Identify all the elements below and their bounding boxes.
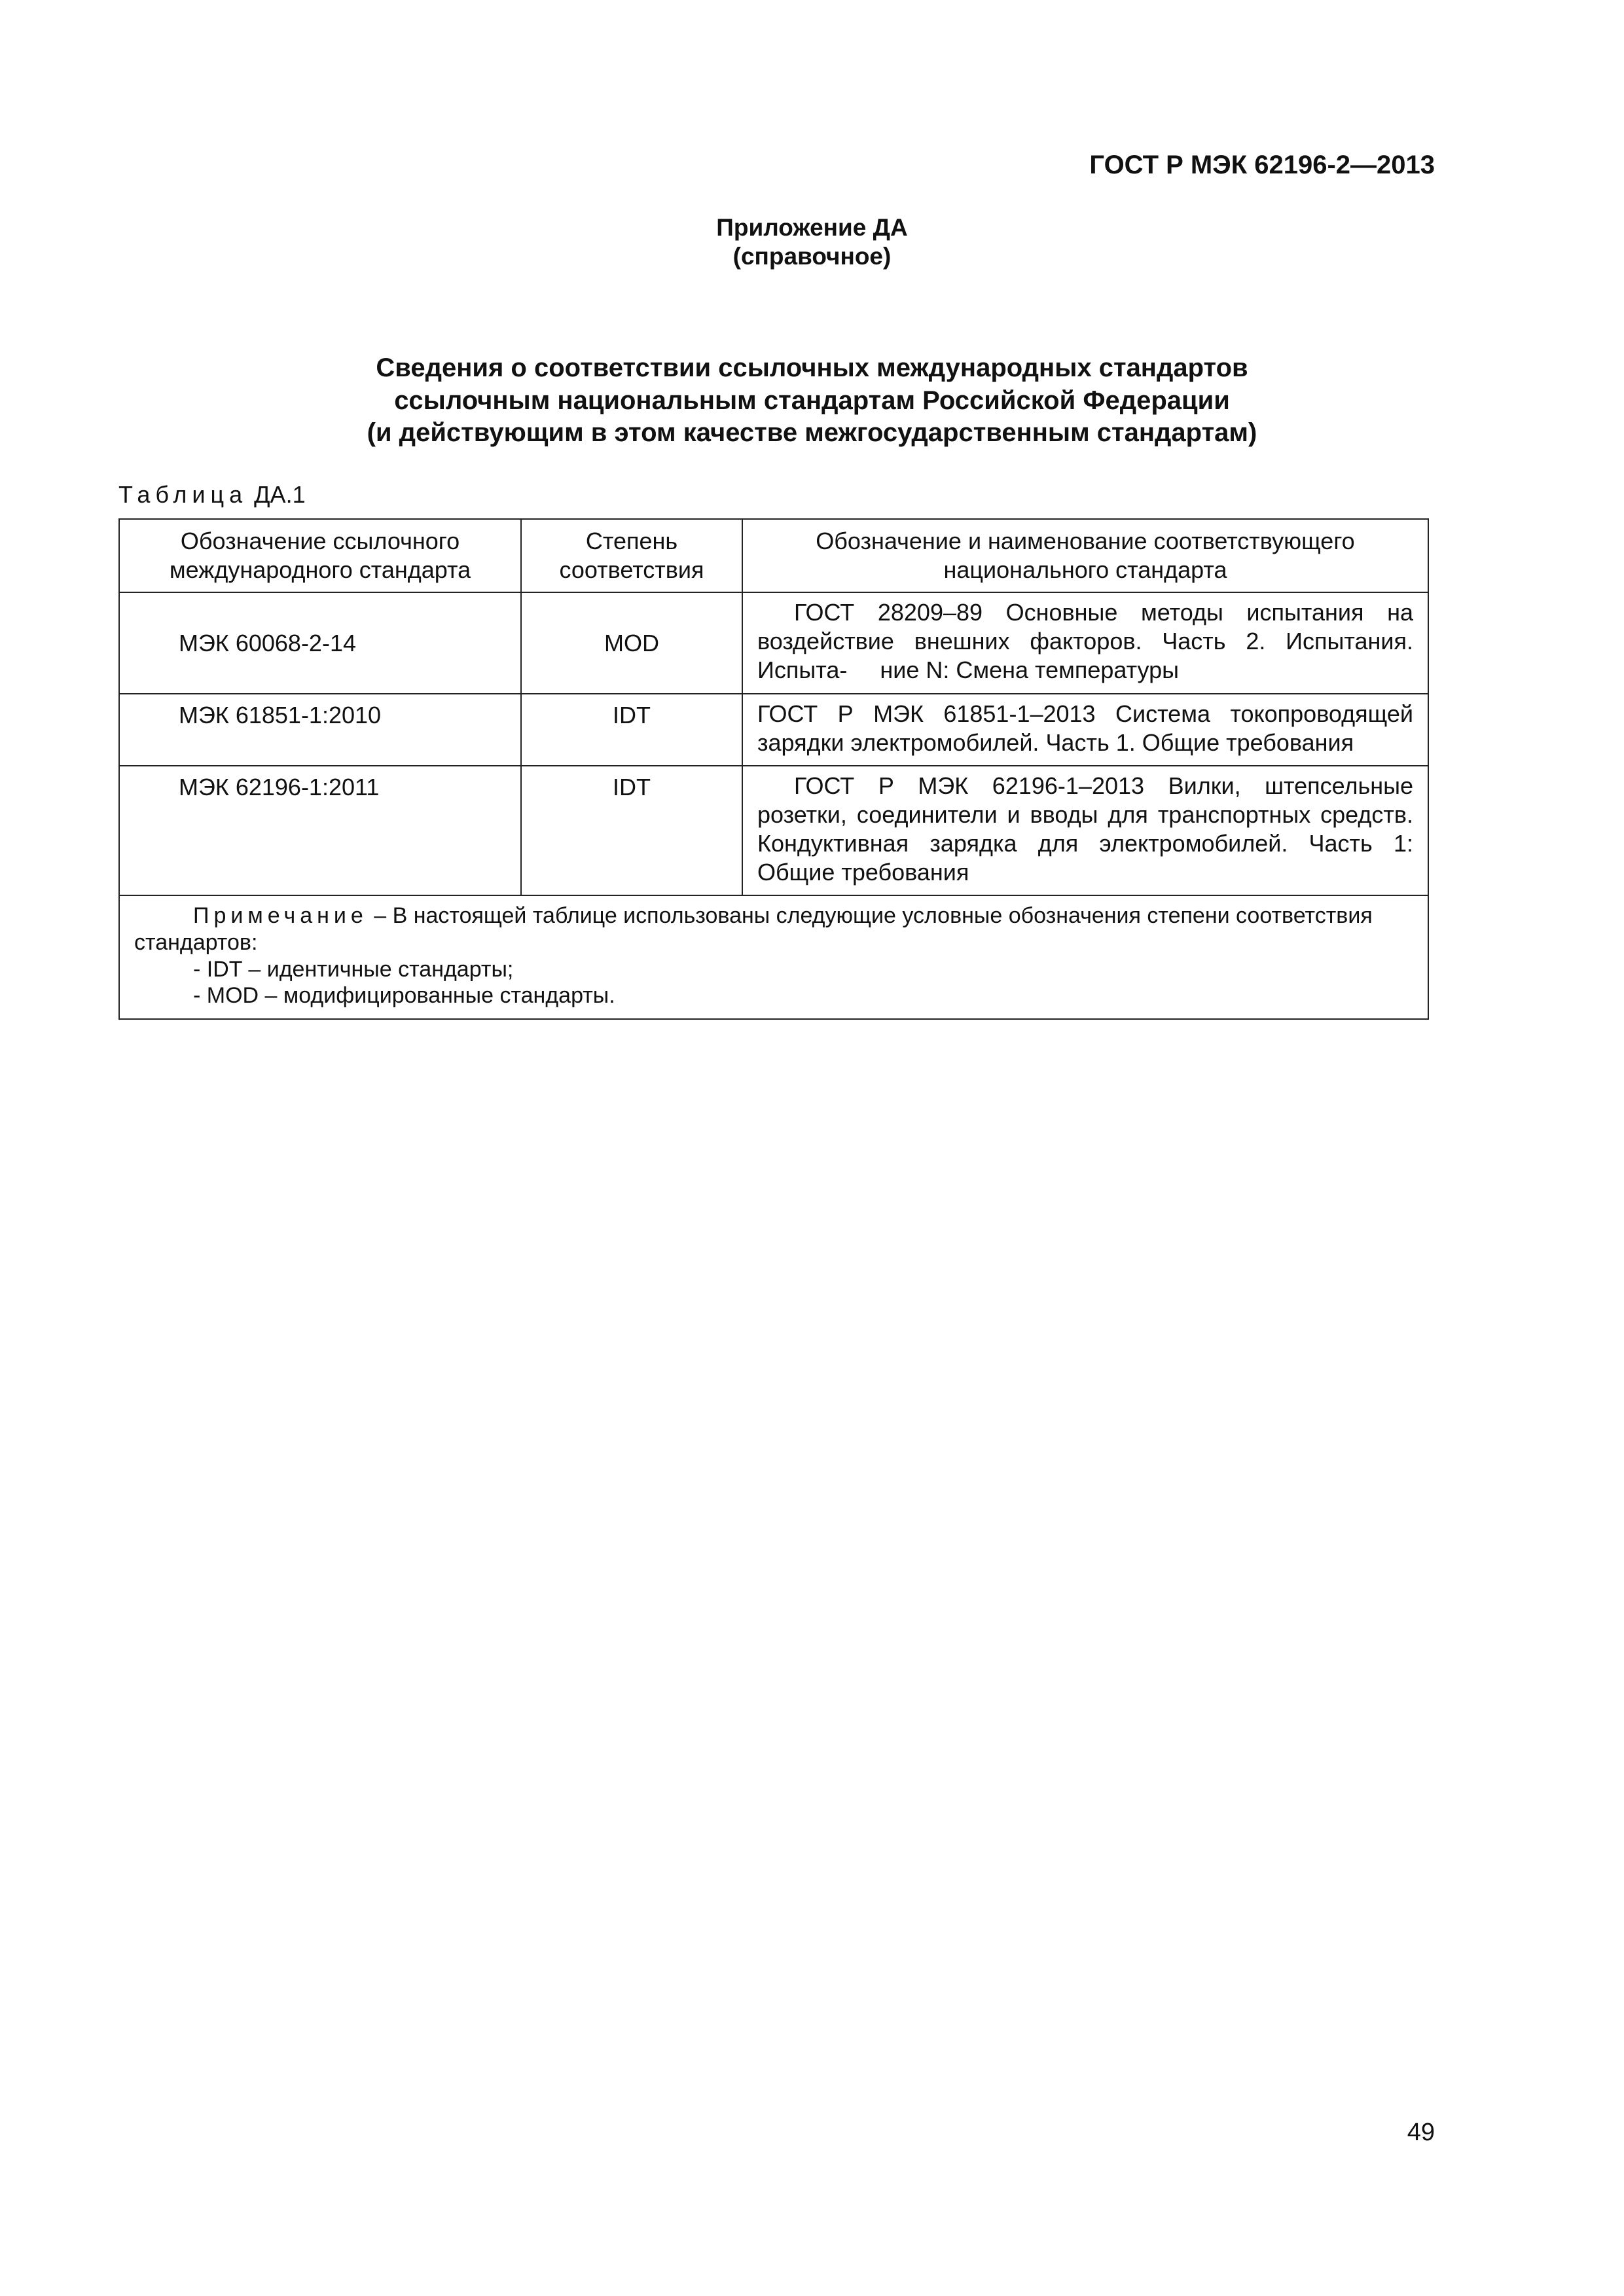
note-item-mod: - MOD – модифицированные стандарты. (193, 983, 615, 1009)
cell-national-standard: ГОСТ Р МЭК 61851-1–2013 Система токопроводящей зарядки электромобилей. Часть 1. Общие требования (742, 694, 1428, 766)
correspondence-table (118, 518, 1429, 1020)
header-degree (521, 519, 742, 592)
table-caption-id: ДА.1 (254, 481, 306, 508)
section-title-line-1: Сведения о соответствии ссылочных международных стандартов (376, 353, 1248, 382)
header-national-line-1: Обозначение и наименование соответствующего (816, 528, 1355, 555)
table-header-row (119, 519, 1428, 592)
table-row (119, 766, 1428, 895)
note-text: – В настоящей таблице использованы следующие условные обозначения степени соответствия стандартов: (134, 903, 1373, 955)
table-row (119, 592, 1428, 694)
cell-degree: IDT (521, 694, 742, 766)
note-item-idt: - IDT – идентичные стандарты; (193, 956, 514, 982)
header-degree-line-2: соответствия (559, 556, 704, 583)
table-note (119, 895, 1428, 1019)
annex-heading (0, 213, 1624, 272)
cell-degree: MOD (521, 592, 742, 694)
annex-kind: (справочное) (732, 243, 892, 270)
header-national-line-2: национального стандарта (943, 556, 1227, 583)
cell-degree: IDT (521, 766, 742, 895)
table-caption-word: Таблица (118, 481, 248, 508)
annex-title: Приложение ДА (716, 214, 908, 241)
cell-international-standard: МЭК 60068-2-14 (119, 592, 521, 694)
cell-national-standard: ГОСТ 28209–89 Основные методы испытания на воздействие внешних факторов. Часть 2. Испытания. Испыта- ние N: Смена температуры (742, 592, 1428, 694)
header-national-standard (742, 519, 1428, 592)
table-row (119, 694, 1428, 766)
page-number: 49 (1407, 2119, 1435, 2146)
cell-international-standard: МЭК 61851-1:2010 (119, 694, 521, 766)
cell-international-standard: МЭК 62196-1:2011 (119, 766, 521, 895)
header-degree-line-1: Степень (585, 528, 678, 555)
document-designation: ГОСТ Р МЭК 62196-2—2013 (1089, 151, 1435, 179)
header-international-line-2: международного стандарта (169, 556, 471, 583)
section-title-line-2: ссылочным национальным стандартам Российской Федерации (394, 386, 1230, 415)
note-label: Примечание (193, 903, 368, 928)
section-title (0, 352, 1624, 450)
header-international-standard (119, 519, 521, 592)
note-paragraph (134, 903, 1413, 956)
header-international-line-1: Обозначение ссылочного (180, 528, 460, 555)
section-title-line-3: (и действующим в этом качестве межгосударственным стандартам) (367, 418, 1257, 448)
cell-national-standard: ГОСТ Р МЭК 62196-1–2013 Вилки, штепсельные розетки, соединители и вводы для транспортных средств. Кондуктивная зарядка для электромобилей. Часть 1: Общие требования (742, 766, 1428, 895)
table-note-row (119, 895, 1428, 1019)
table-caption (118, 480, 306, 509)
